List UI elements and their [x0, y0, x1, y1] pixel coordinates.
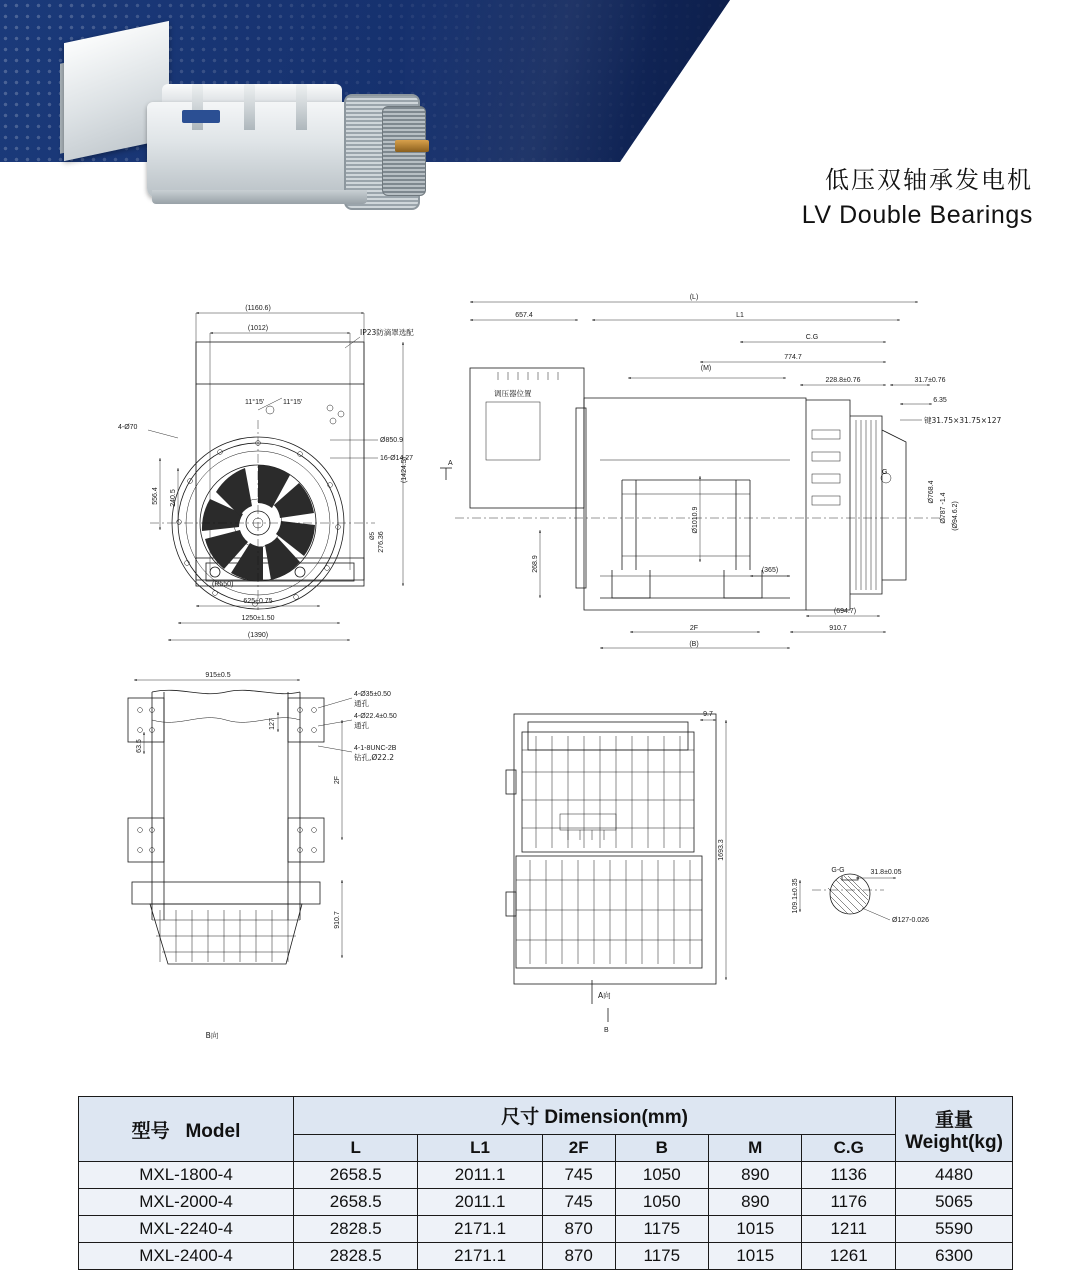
header-weight	[896, 1097, 1013, 1162]
drawing-svg	[0, 280, 1089, 1060]
header-model-cn: 型号	[131, 1119, 170, 1142]
cell-L1: 2011.1	[418, 1189, 542, 1216]
generator-base-feet	[152, 190, 367, 204]
svg-text:Ø787 -1.4: Ø787 -1.4	[940, 492, 947, 524]
header-col-CG: C.G	[802, 1135, 896, 1162]
svg-text:(R550): (R550)	[212, 581, 234, 588]
cell-L: 2828.5	[294, 1243, 418, 1270]
svg-text:774.7: 774.7	[784, 354, 802, 361]
svg-text:63.5: 63.5	[136, 739, 143, 753]
cell-B: 1050	[615, 1162, 708, 1189]
generator-photo	[52, 14, 452, 204]
svg-text:G: G	[882, 469, 888, 476]
svg-text:276.36: 276.36	[378, 531, 385, 553]
cell-L: 2658.5	[294, 1189, 418, 1216]
table-row	[79, 1216, 1013, 1243]
svg-text:4-1-8UNC-2B: 4-1-8UNC-2B	[354, 745, 397, 752]
svg-text:B向: B向	[205, 1031, 219, 1040]
svg-text:G-G: G-G	[831, 867, 845, 874]
cell-model: MXL-2240-4	[79, 1216, 294, 1243]
cell-CG: 1261	[802, 1243, 896, 1270]
cell-CG: 1211	[802, 1216, 896, 1243]
header-col-2F: 2F	[542, 1135, 615, 1162]
svg-text:B: B	[604, 1027, 609, 1034]
svg-text:(1390): (1390)	[247, 632, 269, 639]
svg-text:2F: 2F	[689, 625, 699, 632]
title-english: LV Double Bearings	[801, 201, 1033, 229]
header-col-M: M	[709, 1135, 802, 1162]
svg-text:(L): (L)	[689, 294, 699, 301]
detail-view-gg	[792, 867, 929, 924]
spec-table-container	[78, 1096, 1013, 1270]
table-row	[79, 1243, 1013, 1270]
svg-text:31.7±0.76: 31.7±0.76	[914, 377, 946, 384]
drawing-view-a	[506, 711, 726, 1034]
title-chinese: 低压双轴承发电机	[825, 166, 1033, 194]
cell-L1: 2171.1	[418, 1216, 542, 1243]
cell-L1: 2171.1	[418, 1243, 542, 1270]
svg-text:915±0.5: 915±0.5	[205, 672, 231, 679]
svg-text:通孔: 通孔	[354, 699, 369, 708]
svg-text:127: 127	[269, 718, 276, 730]
generator-rib	[296, 84, 307, 130]
svg-text:16-Ø14.27: 16-Ø14.27	[380, 455, 414, 462]
svg-text:(B): (B)	[689, 641, 699, 648]
svg-text:调压器位置: 调压器位置	[494, 389, 532, 398]
drawing-view-side	[455, 294, 1002, 648]
generator-rib	[244, 84, 255, 130]
spec-table	[78, 1096, 1013, 1270]
spec-table-head	[79, 1097, 1013, 1162]
cell-weight: 4480	[896, 1162, 1013, 1189]
cell-M: 890	[709, 1162, 802, 1189]
cell-2F: 870	[542, 1243, 615, 1270]
table-header-row	[79, 1097, 1013, 1135]
spec-table-body	[79, 1162, 1013, 1270]
cell-weight: 5065	[896, 1189, 1013, 1216]
svg-text:1693.3: 1693.3	[718, 839, 725, 861]
header-dimension-en: Dimension(mm)	[544, 1107, 688, 1128]
svg-text:625±0.75: 625±0.75	[243, 598, 273, 605]
generator-nameplate	[182, 110, 220, 123]
header-model-en: Model	[185, 1120, 241, 1142]
drawing-view-bottom	[128, 672, 397, 1040]
generator-shaft	[395, 140, 429, 152]
svg-text:A: A	[448, 460, 453, 467]
svg-text:228.8±0.76: 228.8±0.76	[825, 377, 861, 384]
svg-text:(694.7): (694.7)	[833, 608, 857, 615]
header-model	[79, 1097, 294, 1162]
svg-text:(M): (M)	[700, 365, 712, 372]
svg-text:2F: 2F	[334, 775, 341, 785]
svg-text:910.7: 910.7	[829, 625, 847, 632]
svg-text:9.7: 9.7	[703, 711, 713, 718]
cell-weight: 6300	[896, 1243, 1013, 1270]
svg-text:Ø1010.9: Ø1010.9	[692, 506, 699, 534]
cell-2F: 745	[542, 1189, 615, 1216]
svg-text:(1424.5): (1424.5)	[401, 456, 408, 484]
header-col-L1: L1	[418, 1135, 542, 1162]
table-row	[79, 1189, 1013, 1216]
banner-highlight-stripe	[405, 0, 730, 162]
svg-text:L1: L1	[736, 312, 744, 319]
cell-L1: 2011.1	[418, 1162, 542, 1189]
svg-text:4-Ø22.4±0.50: 4-Ø22.4±0.50	[354, 713, 397, 720]
svg-text:通孔: 通孔	[354, 721, 369, 730]
cell-M: 890	[709, 1189, 802, 1216]
page-title	[802, 160, 1033, 230]
svg-text:(365): (365)	[761, 567, 779, 574]
cell-weight: 5590	[896, 1216, 1013, 1243]
cell-model: MXL-1800-4	[79, 1162, 294, 1189]
svg-text:C.G: C.G	[805, 334, 819, 341]
svg-text:268.9: 268.9	[532, 555, 539, 573]
svg-text:31.8±0.05: 31.8±0.05	[870, 869, 902, 876]
svg-text:4-Ø70: 4-Ø70	[118, 424, 138, 431]
svg-text:Ø5: Ø5	[370, 531, 376, 541]
svg-text:4-Ø35±0.50: 4-Ø35±0.50	[354, 691, 391, 698]
svg-text:11°15': 11°15'	[283, 399, 303, 406]
cell-CG: 1136	[802, 1162, 896, 1189]
cell-2F: 745	[542, 1162, 615, 1189]
svg-text:657.4: 657.4	[515, 312, 533, 319]
drawing-view-front	[118, 305, 453, 640]
cell-M: 1015	[709, 1243, 802, 1270]
header-col-B: B	[615, 1135, 708, 1162]
generator-rib	[192, 84, 203, 130]
svg-text:11°15': 11°15'	[245, 399, 265, 406]
header-col-L: L	[294, 1135, 418, 1162]
svg-text:(1012): (1012)	[247, 325, 269, 332]
svg-text:Ø850.9: Ø850.9	[380, 437, 403, 444]
cell-L: 2828.5	[294, 1216, 418, 1243]
svg-text:910.7: 910.7	[334, 911, 341, 929]
cell-model: MXL-2000-4	[79, 1189, 294, 1216]
svg-text:1250±1.50: 1250±1.50	[241, 615, 275, 622]
svg-text:Ø768.4: Ø768.4	[928, 480, 935, 504]
header-weight-en: Weight(kg)	[905, 1131, 1003, 1153]
cell-model: MXL-2400-4	[79, 1243, 294, 1270]
svg-text:(1160.6): (1160.6)	[245, 305, 271, 312]
cell-B: 1175	[615, 1216, 708, 1243]
svg-text:240.5: 240.5	[170, 489, 177, 507]
svg-text:(Ø94.6.2): (Ø94.6.2)	[952, 501, 959, 531]
cell-CG: 1176	[802, 1189, 896, 1216]
cell-L: 2658.5	[294, 1162, 418, 1189]
svg-text:钻孔,Ø22.2: 钻孔,Ø22.2	[354, 753, 394, 762]
cell-B: 1175	[615, 1243, 708, 1270]
svg-text:109.1±0.35: 109.1±0.35	[792, 878, 799, 914]
cell-B: 1050	[615, 1189, 708, 1216]
svg-text:IP23防滴罩选配: IP23防滴罩选配	[360, 328, 414, 337]
svg-text:A向: A向	[598, 991, 611, 1000]
header-weight-cn: 重量	[934, 1108, 973, 1131]
header-dimension	[294, 1097, 896, 1135]
technical-drawings	[0, 280, 1089, 1060]
cell-2F: 870	[542, 1216, 615, 1243]
cell-M: 1015	[709, 1216, 802, 1243]
svg-text:6.35: 6.35	[933, 397, 947, 404]
table-row	[79, 1162, 1013, 1189]
svg-text:键31.75×31.75×127: 键31.75×31.75×127	[924, 416, 1002, 425]
header-dimension-cn: 尺寸	[501, 1106, 540, 1128]
svg-text:556.4: 556.4	[152, 487, 159, 505]
svg-text:Ø127-0.026: Ø127-0.026	[892, 917, 929, 924]
